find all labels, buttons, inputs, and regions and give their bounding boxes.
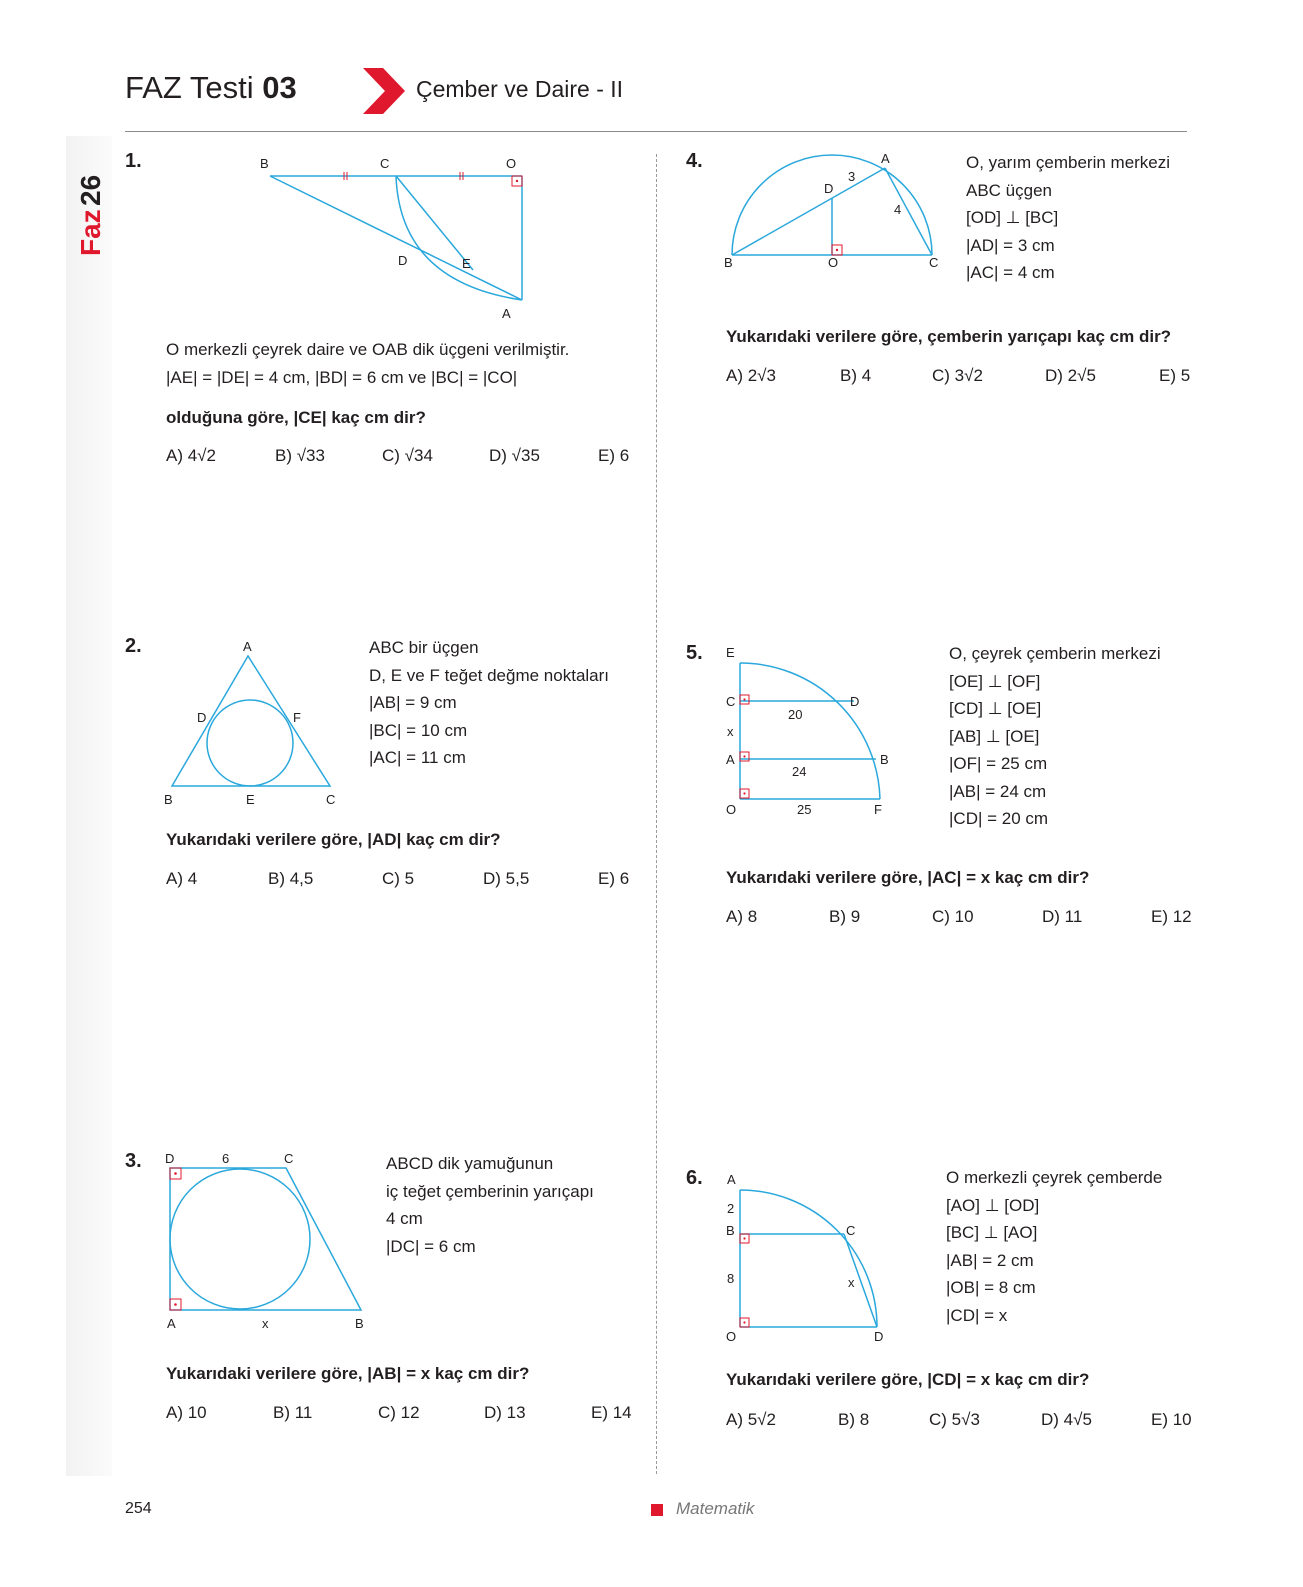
q5-option-b[interactable]: B) 9	[829, 907, 861, 926]
q5-option-e[interactable]: E) 12	[1151, 907, 1192, 926]
question-4-number: 4.	[686, 150, 703, 172]
q6-label-2: 2	[727, 1201, 735, 1216]
q3-label-a: A	[167, 1316, 176, 1331]
q2-option-d[interactable]: D) 5,5	[483, 869, 530, 888]
q6-option-d[interactable]: D) 4√5	[1041, 1410, 1092, 1429]
q4-given-line: ABC üçgen	[966, 180, 1052, 200]
q3-option-b[interactable]: B) 11	[273, 1403, 313, 1422]
q6-label-8: 8	[727, 1271, 735, 1286]
q1-option-b[interactable]: B) √33	[275, 446, 325, 465]
q6-given-line: |AB| = 2 cm	[946, 1250, 1034, 1270]
q6-option-c[interactable]: C) 5√3	[929, 1410, 980, 1429]
question-4-figure	[720, 150, 950, 275]
question-1-text	[166, 336, 569, 391]
question-4-given	[966, 149, 1170, 287]
q5-label-c: C	[726, 694, 736, 709]
q6-label-d: D	[874, 1329, 884, 1344]
q5-option-d[interactable]: D) 11	[1042, 907, 1083, 926]
column-divider	[656, 154, 657, 1474]
q1-label-d: D	[398, 253, 408, 268]
q6-given-line: [BC] ⊥ [AO]	[946, 1223, 1038, 1242]
q2-label-d: D	[197, 710, 207, 725]
q2-option-b[interactable]: B) 4,5	[268, 869, 314, 888]
q2-label-a: A	[243, 639, 252, 654]
side-strip	[66, 136, 112, 1476]
q2-label-c: C	[326, 792, 336, 807]
q1-option-a[interactable]: A) 4√2	[166, 446, 216, 465]
q4-option-e[interactable]: E) 5	[1159, 366, 1191, 385]
q3-given-line: |DC| = 6 cm	[386, 1236, 476, 1256]
q1-option-e[interactable]: E) 6	[598, 446, 630, 465]
q2-option-e[interactable]: E) 6	[598, 869, 630, 888]
subject-label: Matematik	[676, 1499, 755, 1518]
chevron-right-icon	[363, 68, 405, 114]
q1-label-b: B	[260, 156, 269, 171]
q5-given-line: [OE] ⊥ [OF]	[949, 671, 1041, 691]
side-label-text: Faz	[75, 209, 106, 256]
question-6-given	[946, 1164, 1162, 1329]
question-2-prompt: Yukarıdaki verilere göre, |AD| kaç cm dir?	[166, 830, 501, 849]
q2-option-c[interactable]: C) 5	[382, 869, 415, 888]
q5-label-e: E	[726, 645, 735, 660]
q5-label-o: O	[726, 802, 737, 817]
subject-square-icon	[651, 1504, 663, 1516]
question-5-prompt: Yukarıdaki verilere göre, |AC| = x kaç cm dir?	[726, 868, 1090, 887]
question-6-prompt: Yukarıdaki verilere göre, |CD| = x kaç cm dir?	[726, 1370, 1090, 1389]
q5-label-f: F	[874, 802, 882, 817]
question-5-number: 5.	[686, 642, 703, 664]
q4-label-d: D	[824, 181, 834, 196]
q4-option-c[interactable]: C) 3√2	[932, 366, 983, 385]
q2-given-line: |AC| = 11 cm	[369, 748, 466, 767]
q1-text-line: O merkezli çeyrek daire ve OAB dik üçgeni verilmiştir.	[166, 340, 570, 359]
q5-label-20: 20	[788, 707, 803, 722]
q4-option-d[interactable]: D) 2√5	[1045, 366, 1096, 385]
q3-label-6: 6	[222, 1151, 230, 1166]
question-6-number: 6.	[686, 1167, 703, 1189]
q6-given-line: O merkezli çeyrek çemberde	[946, 1168, 1163, 1187]
q2-label-e: E	[246, 792, 255, 807]
q5-option-a[interactable]: A) 8	[726, 907, 758, 926]
q5-label-b: B	[880, 752, 889, 767]
q3-option-a[interactable]: A) 10	[166, 1403, 207, 1422]
q1-label-a: A	[502, 306, 511, 321]
q3-label-b: B	[355, 1316, 364, 1331]
q5-label-24: 24	[792, 764, 807, 779]
q1-label-o: O	[506, 156, 517, 171]
question-6-figure	[722, 1170, 902, 1345]
q2-given-line: |AB| = 9 cm	[369, 693, 457, 712]
question-3-number: 3.	[125, 1150, 142, 1172]
page-subtitle: Çember ve Daire - II	[416, 76, 624, 102]
q6-given-line: [AO] ⊥ [OD]	[946, 1195, 1040, 1215]
q4-given-line: |AC| = 4 cm	[966, 263, 1055, 282]
q6-label-o: O	[726, 1329, 737, 1344]
question-2-figure	[160, 638, 350, 808]
q3-option-d[interactable]: D) 13	[484, 1403, 526, 1422]
q5-given-line: |OF| = 25 cm	[949, 754, 1048, 773]
q5-label-25: 25	[797, 802, 812, 817]
q5-label-x: x	[727, 724, 734, 739]
q1-option-d[interactable]: D) √35	[489, 446, 540, 465]
q3-given-line: ABCD dik yamuğunun	[386, 1154, 554, 1173]
q5-label-a: A	[726, 752, 735, 767]
question-2-number: 2.	[125, 635, 142, 657]
q3-label-x: x	[262, 1316, 269, 1331]
q4-given-line: [OD] ⊥ [BC]	[966, 208, 1059, 227]
q2-given-line: D, E ve F teğet değme noktaları	[369, 665, 610, 685]
question-3-given	[386, 1150, 594, 1260]
q5-given-line: |AB| = 24 cm	[949, 781, 1047, 801]
question-5-figure	[722, 643, 902, 818]
q2-label-f: F	[293, 710, 301, 725]
q6-option-b[interactable]: B) 8	[838, 1410, 870, 1429]
q2-label-b: B	[164, 792, 173, 807]
q4-label-b: B	[724, 255, 733, 270]
q6-label-x: x	[848, 1275, 855, 1290]
question-4-prompt: Yukarıdaki verilere göre, çemberin yarıçapı kaç cm dir?	[726, 327, 1172, 346]
q3-option-e[interactable]: E) 14	[591, 1403, 632, 1422]
q5-label-d: D	[850, 694, 860, 709]
q4-label-4: 4	[894, 202, 902, 217]
page-number: 254	[125, 1500, 152, 1517]
q3-given-line: 4 cm	[386, 1209, 423, 1228]
q5-given-line: |CD| = 20 cm	[949, 809, 1049, 828]
question-3-prompt: Yukarıdaki verilere göre, |AB| = x kaç cm dir?	[166, 1364, 530, 1383]
q2-given-line: ABC bir üçgen	[369, 638, 479, 657]
q4-label-o: O	[828, 255, 839, 270]
q6-given-line: |OB| = 8 cm	[946, 1278, 1036, 1297]
title-prefix: FAZ Testi	[125, 70, 254, 105]
q1-label-c: C	[380, 156, 390, 171]
title-number: 03	[262, 70, 297, 105]
q4-option-b[interactable]: B) 4	[840, 366, 872, 385]
q2-option-a[interactable]: A) 4	[166, 869, 198, 888]
q6-label-a: A	[727, 1172, 736, 1187]
question-1-prompt: olduğuna göre, |CE| kaç cm dir?	[166, 408, 426, 427]
q6-given-line: |CD| = x	[946, 1305, 1008, 1325]
q1-text-line: |AE| = |DE| = 4 cm, |BD| = 6 cm ve |BC| = |CO|	[166, 367, 518, 387]
q6-option-a[interactable]: A) 5√2	[726, 1410, 776, 1429]
q5-option-c[interactable]: C) 10	[932, 907, 974, 926]
q4-option-a[interactable]: A) 2√3	[726, 366, 776, 385]
q1-option-c[interactable]: C) √34	[382, 446, 433, 465]
q4-label-c: C	[929, 255, 939, 270]
q4-given-line: O, yarım çemberin merkezi	[966, 153, 1171, 172]
question-1-number: 1.	[125, 150, 142, 172]
question-2-given	[369, 634, 609, 772]
side-label-number: 26	[75, 174, 106, 206]
q3-option-c[interactable]: C) 12	[378, 1403, 420, 1422]
q3-label-c: C	[284, 1151, 294, 1166]
side-label	[58, 150, 118, 260]
q1-label-e: E	[462, 256, 471, 271]
q4-label-a: A	[881, 151, 890, 166]
q5-given-line: O, çeyrek çemberin merkezi	[949, 644, 1161, 663]
q3-given-line: iç teğet çemberinin yarıçapı	[386, 1181, 594, 1201]
header-divider	[125, 131, 1187, 132]
q6-label-c: C	[846, 1223, 856, 1238]
q6-option-e[interactable]: E) 10	[1151, 1410, 1192, 1429]
question-3-figure	[158, 1150, 378, 1335]
q3-label-d: D	[165, 1151, 175, 1166]
question-1-figure	[250, 150, 550, 330]
q2-given-line: |BC| = 10 cm	[369, 720, 468, 740]
q4-label-3: 3	[848, 169, 856, 184]
q5-given-line: [AB] ⊥ [OE]	[949, 726, 1040, 746]
page-title	[125, 70, 297, 106]
q5-given-line: [CD] ⊥ [OE]	[949, 699, 1042, 718]
q6-label-b: B	[726, 1223, 735, 1238]
question-5-given	[949, 640, 1161, 833]
q4-given-line: |AD| = 3 cm	[966, 235, 1055, 255]
